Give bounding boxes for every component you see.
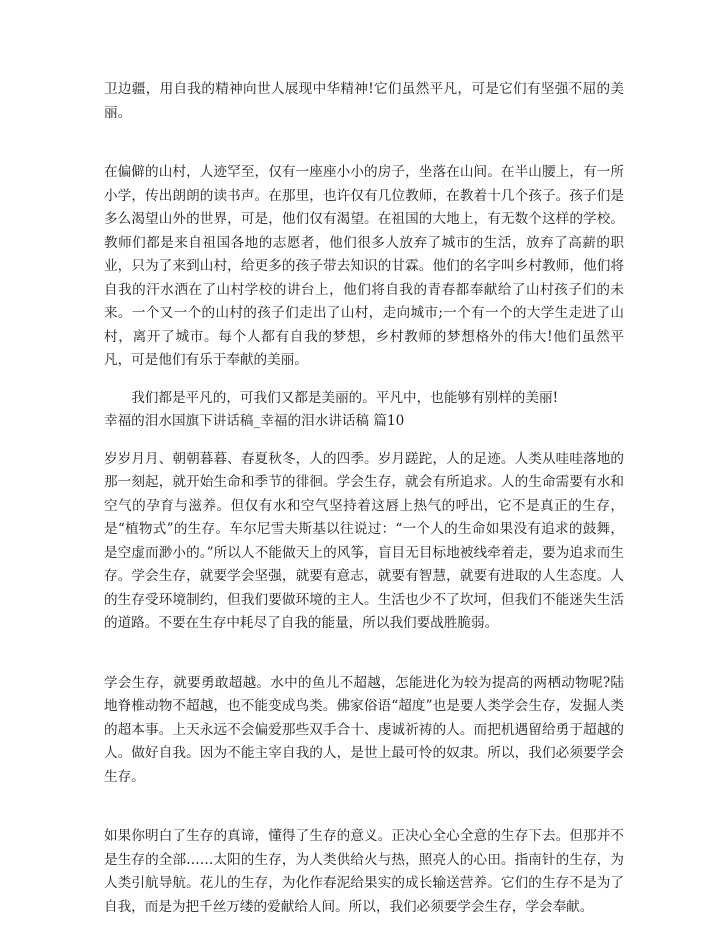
paragraph-1: 卫边疆，用自我的精神向世人展现中华精神!它们虽然平凡，可是它们有坚强不屈的美丽。	[104, 81, 624, 121]
section-heading: 幸福的泪水国旗下讲话稿_幸福的泪水讲话稿 篇10	[104, 413, 405, 429]
paragraph-3: 我们都是平凡的，可我们又都是美丽的。平凡中，也能够有别样的美丽!	[131, 389, 559, 406]
paragraph-6: 如果你明白了生存的真谛，懂得了生存的意义。正决心全心全意的生存下去。但那并不是生存的全部……太阳的生存，为人类供给火与热，照亮人的心田。指南针的生存，为人类引航导航。花儿的生存，为化作春泥给果实的成长输送营养。它们的生存不是为了自我，而是为把千丝万缕的爱献给人间。所以，我们必须要学会生存，学会奉献。	[104, 828, 624, 915]
paragraph-2: 在偏僻的山村，人迹罕至，仅有一座座小小的房子，坐落在山间。在半山腰上，有一所小学，传出朗朗的读书声。在那里，也许仅有几位教师，在教着十几个孩子。孩子们是多么渴望山外的世界，可是，他们仅有渴望。在祖国的大地上，有无数个这样的学校。教师们都是来自祖国各地的志愿者，他们很多人放弃了城市的生活，放弃了高薪的职业，只为了来到山村，给更多的孩子带去知识的甘霖。他们的名字叫乡村教师，他们将自我的汗水洒在了山村学校的讲台上，他们将自我的青春都奉献给了山村孩子们的未来。一个又一个的山村的孩子们走出了山村，走向城市;一个有一个的大学生走进了山村，离开了城市。每个人都有自我的梦想，乡村教师的梦想格外的伟大!他们虽然平凡，可是他们有乐于奉献的美丽。	[104, 164, 624, 368]
paragraph-5: 学会生存，就要勇敢超越。水中的鱼儿不超越，怎能进化为较为提高的两栖动物呢?陆地脊椎动物不超越，也不能变成鸟类。佛家俗语“超度”也是要人类学会生存，发掘人类的超本事。上天永远不会偏爱那些双手合十、虔诚祈祷的人。而把机遇留给勇于超越的人。做好自我。因为不能主宰自我的人，是世上最可怜的奴隶。所以，我们必须要学会生存。	[104, 674, 624, 785]
paragraph-4: 岁岁月月、朝朝暮暮、春夏秋冬，人的四季。岁月蹉跎，人的足迹。人类从哇哇落地的那一刻起，就开始生命和季节的徘徊。学会生存，就会有所追求。人的生命需要有水和空气的孕育与滋养。但仅有水和空气坚持着这唇上热气的呼出，它不是真正的生存，是“植物式”的生存。车尔尼雪夫斯基以往说过：“一个人的生命如果没有追求的鼓舞，是空虚而渺小的。”所以人不能做天上的风筝，盲目无目标地被线牵着走，要为追求而生存。学会生存，就要学会坚强，就要有意志，就要有智慧，就要有进取的人生态度。人的生存受环境制约，但我们要做环境的主人。生活也少不了坎坷，但我们不能迷失生活的道路。不要在生存中耗尽了自我的能量，所以我们要战胜脆弱。	[104, 450, 624, 631]
document-page	[104, 78, 624, 919]
